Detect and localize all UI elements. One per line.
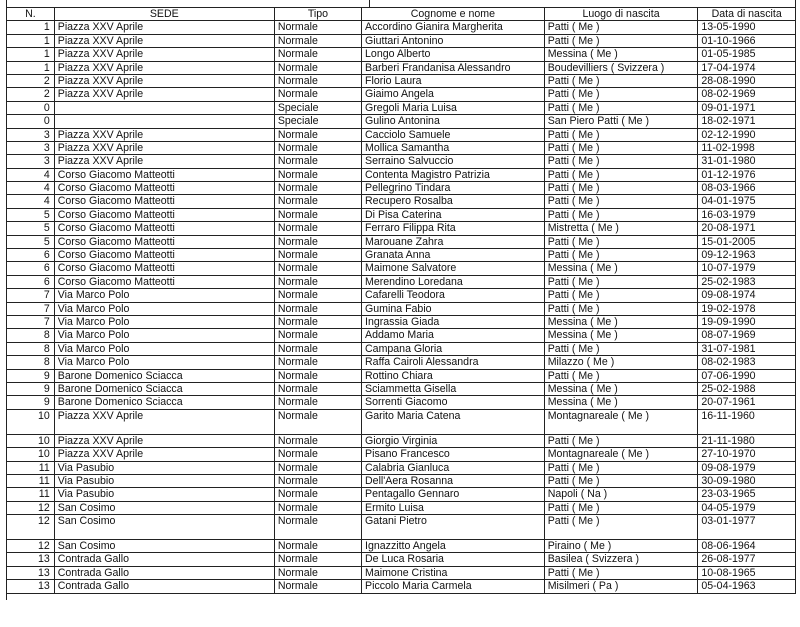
cell-cognome-nome: Rottino Chiara bbox=[362, 369, 545, 382]
cell-cognome-nome: Ignazzitto Angela bbox=[362, 540, 545, 553]
cell-cognome-nome: Pisano Francesco bbox=[362, 448, 545, 461]
cell-cognome-nome: Di Pisa Caterina bbox=[362, 208, 545, 221]
cell-sede: Contrada Gallo bbox=[54, 566, 274, 579]
cell-tipo: Normale bbox=[274, 262, 361, 275]
cell-n: 0 bbox=[7, 101, 55, 114]
cell-sede: Piazza XXV Aprile bbox=[54, 61, 274, 74]
cell-luogo-nascita: Messina ( Me ) bbox=[544, 396, 698, 409]
header-data-nascita: Data di nascita bbox=[698, 8, 796, 21]
cell-sede: Barone Domenico Sciacca bbox=[54, 369, 274, 382]
cell-tipo: Normale bbox=[274, 61, 361, 74]
cell-luogo-nascita: Patti ( Me ) bbox=[544, 155, 698, 168]
cell-tipo: Normale bbox=[274, 275, 361, 288]
table-row bbox=[7, 515, 796, 540]
cell-tipo: Normale bbox=[274, 396, 361, 409]
cell-data-nascita: 08-07-1969 bbox=[698, 329, 796, 342]
cell-data-nascita: 20-08-1971 bbox=[698, 222, 796, 235]
cell-n: 10 bbox=[7, 409, 55, 434]
cell-luogo-nascita: Patti ( Me ) bbox=[544, 515, 698, 540]
table-row bbox=[7, 155, 796, 168]
table-body bbox=[7, 21, 796, 593]
cell-tipo: Normale bbox=[274, 580, 361, 593]
cell-n: 6 bbox=[7, 262, 55, 275]
cell-n: 12 bbox=[7, 515, 55, 540]
cell-n: 3 bbox=[7, 155, 55, 168]
cell-n: 3 bbox=[7, 128, 55, 141]
cell-luogo-nascita: Patti ( Me ) bbox=[544, 474, 698, 487]
cell-data-nascita: 09-08-1979 bbox=[698, 461, 796, 474]
table-row bbox=[7, 329, 796, 342]
cell-luogo-nascita: Patti ( Me ) bbox=[544, 289, 698, 302]
cell-data-nascita: 19-02-1978 bbox=[698, 302, 796, 315]
cell-tipo: Normale bbox=[274, 540, 361, 553]
cell-tipo: Normale bbox=[274, 461, 361, 474]
cell-data-nascita: 10-07-1979 bbox=[698, 262, 796, 275]
cell-data-nascita: 15-01-2005 bbox=[698, 235, 796, 248]
cell-n: 2 bbox=[7, 74, 55, 87]
table-row bbox=[7, 409, 796, 434]
cell-n: 11 bbox=[7, 474, 55, 487]
table-row bbox=[7, 88, 796, 101]
cell-sede: Via Marco Polo bbox=[54, 302, 274, 315]
cell-sede: Piazza XXV Aprile bbox=[54, 155, 274, 168]
cell-luogo-nascita: Patti ( Me ) bbox=[544, 434, 698, 447]
cell-cognome-nome: Calabria Gianluca bbox=[362, 461, 545, 474]
cell-tipo: Normale bbox=[274, 382, 361, 395]
cell-luogo-nascita: Napoli ( Na ) bbox=[544, 488, 698, 501]
cell-sede: Piazza XXV Aprile bbox=[54, 48, 274, 61]
cell-tipo: Normale bbox=[274, 141, 361, 154]
cell-data-nascita: 31-07-1981 bbox=[698, 342, 796, 355]
cell-sede: Corso Giacomo Matteotti bbox=[54, 195, 274, 208]
table-row bbox=[7, 382, 796, 395]
table-row bbox=[7, 566, 796, 579]
cell-tipo: Normale bbox=[274, 329, 361, 342]
cell-cognome-nome: Cafarelli Teodora bbox=[362, 289, 545, 302]
cell-sede: Piazza XXV Aprile bbox=[54, 141, 274, 154]
cell-luogo-nascita: Messina ( Me ) bbox=[544, 315, 698, 328]
table-row bbox=[7, 34, 796, 47]
bottom-border-strip bbox=[6, 594, 796, 600]
cell-luogo-nascita: Patti ( Me ) bbox=[544, 88, 698, 101]
cell-tipo: Normale bbox=[274, 182, 361, 195]
cell-luogo-nascita: Patti ( Me ) bbox=[544, 141, 698, 154]
cell-n: 5 bbox=[7, 222, 55, 235]
cell-cognome-nome: Gatani Pietro bbox=[362, 515, 545, 540]
table-row bbox=[7, 128, 796, 141]
cell-tipo: Normale bbox=[274, 553, 361, 566]
table-row bbox=[7, 501, 796, 514]
cell-luogo-nascita: Patti ( Me ) bbox=[544, 21, 698, 34]
cell-tipo: Normale bbox=[274, 48, 361, 61]
cell-tipo: Normale bbox=[274, 315, 361, 328]
cell-tipo: Normale bbox=[274, 434, 361, 447]
cell-n: 9 bbox=[7, 396, 55, 409]
cell-cognome-nome: Gulino Antonina bbox=[362, 115, 545, 128]
cell-cognome-nome: Pentagallo Gennaro bbox=[362, 488, 545, 501]
table-row bbox=[7, 222, 796, 235]
cell-n: 12 bbox=[7, 501, 55, 514]
cell-data-nascita: 07-06-1990 bbox=[698, 369, 796, 382]
cell-cognome-nome: Giaimo Angela bbox=[362, 88, 545, 101]
cell-cognome-nome: Ermito Luisa bbox=[362, 501, 545, 514]
cell-n: 11 bbox=[7, 488, 55, 501]
cell-n: 9 bbox=[7, 382, 55, 395]
cell-tipo: Normale bbox=[274, 128, 361, 141]
cell-data-nascita: 17-04-1974 bbox=[698, 61, 796, 74]
cell-cognome-nome: Gumina Fabio bbox=[362, 302, 545, 315]
cell-tipo: Normale bbox=[274, 369, 361, 382]
table-row bbox=[7, 168, 796, 181]
cell-n: 8 bbox=[7, 356, 55, 369]
cell-n: 7 bbox=[7, 289, 55, 302]
cell-data-nascita: 11-02-1998 bbox=[698, 141, 796, 154]
cell-sede: Corso Giacomo Matteotti bbox=[54, 249, 274, 262]
cell-tipo: Normale bbox=[274, 168, 361, 181]
cell-luogo-nascita: Messina ( Me ) bbox=[544, 48, 698, 61]
cell-data-nascita: 04-05-1979 bbox=[698, 501, 796, 514]
cell-sede: San Cosimo bbox=[54, 515, 274, 540]
cell-cognome-nome: Merendino Loredana bbox=[362, 275, 545, 288]
cell-sede: Contrada Gallo bbox=[54, 553, 274, 566]
cell-cognome-nome: Accordino Gianira Margherita bbox=[362, 21, 545, 34]
cell-sede: Piazza XXV Aprile bbox=[54, 128, 274, 141]
cell-sede: Corso Giacomo Matteotti bbox=[54, 168, 274, 181]
cell-tipo: Normale bbox=[274, 566, 361, 579]
cell-n: 10 bbox=[7, 434, 55, 447]
cell-luogo-nascita: Misilmeri ( Pa ) bbox=[544, 580, 698, 593]
header-sede: SEDE bbox=[54, 8, 274, 21]
cell-luogo-nascita: Montagnareale ( Me ) bbox=[544, 409, 698, 434]
cell-sede: Corso Giacomo Matteotti bbox=[54, 182, 274, 195]
cell-tipo: Normale bbox=[274, 222, 361, 235]
table-row bbox=[7, 580, 796, 593]
table-row bbox=[7, 396, 796, 409]
cell-cognome-nome: Cacciolo Samuele bbox=[362, 128, 545, 141]
cell-sede: San Cosimo bbox=[54, 540, 274, 553]
cell-data-nascita: 04-01-1975 bbox=[698, 195, 796, 208]
cell-luogo-nascita: Patti ( Me ) bbox=[544, 168, 698, 181]
cell-n: 9 bbox=[7, 369, 55, 382]
cell-luogo-nascita: San Piero Patti ( Me ) bbox=[544, 115, 698, 128]
cell-n: 13 bbox=[7, 580, 55, 593]
cell-n: 12 bbox=[7, 540, 55, 553]
header-n: N. bbox=[7, 8, 55, 21]
cell-sede bbox=[54, 101, 274, 114]
cell-sede: Via Pasubio bbox=[54, 461, 274, 474]
cell-luogo-nascita: Patti ( Me ) bbox=[544, 235, 698, 248]
table-row bbox=[7, 262, 796, 275]
cell-tipo: Normale bbox=[274, 34, 361, 47]
cell-luogo-nascita: Patti ( Me ) bbox=[544, 74, 698, 87]
cell-data-nascita: 16-11-1960 bbox=[698, 409, 796, 434]
table-row bbox=[7, 289, 796, 302]
cell-n: 2 bbox=[7, 88, 55, 101]
cell-data-nascita: 09-12-1963 bbox=[698, 249, 796, 262]
table-row bbox=[7, 101, 796, 114]
cell-n: 10 bbox=[7, 448, 55, 461]
cell-luogo-nascita: Basilea ( Svizzera ) bbox=[544, 553, 698, 566]
table-row bbox=[7, 21, 796, 34]
cell-luogo-nascita: Patti ( Me ) bbox=[544, 369, 698, 382]
cell-luogo-nascita: Messina ( Me ) bbox=[544, 262, 698, 275]
cell-sede: Corso Giacomo Matteotti bbox=[54, 235, 274, 248]
cell-sede: Piazza XXV Aprile bbox=[54, 409, 274, 434]
cell-n: 5 bbox=[7, 208, 55, 221]
cell-tipo: Normale bbox=[274, 74, 361, 87]
cell-n: 4 bbox=[7, 182, 55, 195]
cell-data-nascita: 21-11-1980 bbox=[698, 434, 796, 447]
cell-luogo-nascita: Patti ( Me ) bbox=[544, 566, 698, 579]
table-row bbox=[7, 195, 796, 208]
table-row bbox=[7, 315, 796, 328]
cell-sede: Piazza XXV Aprile bbox=[54, 434, 274, 447]
cell-data-nascita: 25-02-1988 bbox=[698, 382, 796, 395]
table-row bbox=[7, 235, 796, 248]
cell-cognome-nome: Sciammetta Gisella bbox=[362, 382, 545, 395]
cell-luogo-nascita: Patti ( Me ) bbox=[544, 342, 698, 355]
cell-n: 1 bbox=[7, 48, 55, 61]
cell-luogo-nascita: Patti ( Me ) bbox=[544, 34, 698, 47]
cell-tipo: Normale bbox=[274, 249, 361, 262]
assignment-sheet bbox=[6, 0, 796, 600]
cell-n: 13 bbox=[7, 553, 55, 566]
cell-luogo-nascita: Patti ( Me ) bbox=[544, 195, 698, 208]
cell-luogo-nascita: Milazzo ( Me ) bbox=[544, 356, 698, 369]
table-row bbox=[7, 553, 796, 566]
table-row bbox=[7, 356, 796, 369]
table-row bbox=[7, 115, 796, 128]
cell-tipo: Normale bbox=[274, 409, 361, 434]
cell-tipo: Normale bbox=[274, 155, 361, 168]
cell-n: 3 bbox=[7, 141, 55, 154]
cell-n: 8 bbox=[7, 342, 55, 355]
cell-sede: Corso Giacomo Matteotti bbox=[54, 208, 274, 221]
cell-tipo: Normale bbox=[274, 208, 361, 221]
cell-n: 13 bbox=[7, 566, 55, 579]
cell-luogo-nascita: Boudevilliers ( Svizzera ) bbox=[544, 61, 698, 74]
cell-sede: Via Pasubio bbox=[54, 474, 274, 487]
cell-n: 1 bbox=[7, 61, 55, 74]
cell-tipo: Speciale bbox=[274, 101, 361, 114]
cell-luogo-nascita: Patti ( Me ) bbox=[544, 128, 698, 141]
cell-luogo-nascita: Patti ( Me ) bbox=[544, 182, 698, 195]
cell-luogo-nascita: Messina ( Me ) bbox=[544, 329, 698, 342]
cell-luogo-nascita: Patti ( Me ) bbox=[544, 101, 698, 114]
cell-tipo: Normale bbox=[274, 235, 361, 248]
cell-n: 1 bbox=[7, 21, 55, 34]
cell-data-nascita: 02-12-1990 bbox=[698, 128, 796, 141]
cell-data-nascita: 10-08-1965 bbox=[698, 566, 796, 579]
cell-cognome-nome: Ingrassia Giada bbox=[362, 315, 545, 328]
cell-data-nascita: 01-10-1966 bbox=[698, 34, 796, 47]
cell-cognome-nome: Maimone Salvatore bbox=[362, 262, 545, 275]
cell-cognome-nome: Mollica Samantha bbox=[362, 141, 545, 154]
cell-sede: Via Marco Polo bbox=[54, 329, 274, 342]
cell-cognome-nome: De Luca Rosaria bbox=[362, 553, 545, 566]
cell-sede: Corso Giacomo Matteotti bbox=[54, 222, 274, 235]
table-row bbox=[7, 48, 796, 61]
cell-cognome-nome: Ferraro Filippa Rita bbox=[362, 222, 545, 235]
table-row bbox=[7, 342, 796, 355]
cell-tipo: Speciale bbox=[274, 115, 361, 128]
cell-cognome-nome: Raffa Cairoli Alessandra bbox=[362, 356, 545, 369]
cell-cognome-nome: Campana Gloria bbox=[362, 342, 545, 355]
cell-cognome-nome: Garito Maria Catena bbox=[362, 409, 545, 434]
cell-sede: Via Marco Polo bbox=[54, 356, 274, 369]
table-row bbox=[7, 249, 796, 262]
cell-tipo: Normale bbox=[274, 195, 361, 208]
cell-cognome-nome: Piccolo Maria Carmela bbox=[362, 580, 545, 593]
cell-luogo-nascita: Messina ( Me ) bbox=[544, 382, 698, 395]
cell-luogo-nascita: Patti ( Me ) bbox=[544, 208, 698, 221]
cell-cognome-nome: Marouane Zahra bbox=[362, 235, 545, 248]
cell-luogo-nascita: Mistretta ( Me ) bbox=[544, 222, 698, 235]
cell-data-nascita: 23-03-1965 bbox=[698, 488, 796, 501]
cell-cognome-nome: Granata Anna bbox=[362, 249, 545, 262]
cell-sede: Via Marco Polo bbox=[54, 315, 274, 328]
cell-data-nascita: 19-09-1990 bbox=[698, 315, 796, 328]
cell-data-nascita: 30-09-1980 bbox=[698, 474, 796, 487]
table-row bbox=[7, 434, 796, 447]
cell-sede: Via Marco Polo bbox=[54, 342, 274, 355]
cell-n: 1 bbox=[7, 34, 55, 47]
cell-tipo: Normale bbox=[274, 488, 361, 501]
cell-sede: Piazza XXV Aprile bbox=[54, 74, 274, 87]
personnel-table bbox=[6, 7, 796, 594]
header-row bbox=[7, 8, 796, 21]
cell-data-nascita: 16-03-1979 bbox=[698, 208, 796, 221]
table-row bbox=[7, 461, 796, 474]
table-row bbox=[7, 474, 796, 487]
cell-cognome-nome: Barberi Frandanisa Alessandro bbox=[362, 61, 545, 74]
cell-data-nascita: 27-10-1970 bbox=[698, 448, 796, 461]
cell-data-nascita: 08-02-1969 bbox=[698, 88, 796, 101]
table-row bbox=[7, 488, 796, 501]
cell-data-nascita: 13-05-1990 bbox=[698, 21, 796, 34]
table-row bbox=[7, 369, 796, 382]
cell-n: 6 bbox=[7, 275, 55, 288]
cell-sede bbox=[54, 115, 274, 128]
cell-luogo-nascita: Patti ( Me ) bbox=[544, 302, 698, 315]
table-row bbox=[7, 74, 796, 87]
cell-cognome-nome: Addamo Maria bbox=[362, 329, 545, 342]
cell-sede: Piazza XXV Aprile bbox=[54, 34, 274, 47]
cell-n: 5 bbox=[7, 235, 55, 248]
cell-n: 4 bbox=[7, 195, 55, 208]
cell-sede: Via Pasubio bbox=[54, 488, 274, 501]
cell-sede: Contrada Gallo bbox=[54, 580, 274, 593]
cell-data-nascita: 03-01-1977 bbox=[698, 515, 796, 540]
cell-data-nascita: 20-07-1961 bbox=[698, 396, 796, 409]
header-cognome-nome: Cognome e nome bbox=[362, 8, 545, 21]
cell-cognome-nome: Longo Alberto bbox=[362, 48, 545, 61]
cell-n: 7 bbox=[7, 302, 55, 315]
cell-n: 4 bbox=[7, 168, 55, 181]
top-border-strip bbox=[6, 0, 796, 7]
table-row bbox=[7, 275, 796, 288]
table-row bbox=[7, 448, 796, 461]
cell-luogo-nascita: Patti ( Me ) bbox=[544, 461, 698, 474]
cell-tipo: Normale bbox=[274, 88, 361, 101]
cell-sede: San Cosimo bbox=[54, 501, 274, 514]
cell-cognome-nome: Recupero Rosalba bbox=[362, 195, 545, 208]
cell-tipo: Normale bbox=[274, 302, 361, 315]
cell-luogo-nascita: Montagnareale ( Me ) bbox=[544, 448, 698, 461]
cell-data-nascita: 31-01-1980 bbox=[698, 155, 796, 168]
cell-n: 8 bbox=[7, 329, 55, 342]
cell-tipo: Normale bbox=[274, 474, 361, 487]
cell-cognome-nome: Giuttari Antonino bbox=[362, 34, 545, 47]
cell-sede: Piazza XXV Aprile bbox=[54, 21, 274, 34]
cell-luogo-nascita: Patti ( Me ) bbox=[544, 501, 698, 514]
table-row bbox=[7, 540, 796, 553]
header-tipo: Tipo bbox=[274, 8, 361, 21]
cell-tipo: Normale bbox=[274, 448, 361, 461]
cell-cognome-nome: Dell'Aera Rosanna bbox=[362, 474, 545, 487]
cell-data-nascita: 01-05-1985 bbox=[698, 48, 796, 61]
cell-data-nascita: 18-02-1971 bbox=[698, 115, 796, 128]
table-row bbox=[7, 141, 796, 154]
cell-data-nascita: 09-01-1971 bbox=[698, 101, 796, 114]
cell-tipo: Normale bbox=[274, 515, 361, 540]
table-row bbox=[7, 182, 796, 195]
cell-tipo: Normale bbox=[274, 289, 361, 302]
cell-cognome-nome: Serraino Salvuccio bbox=[362, 155, 545, 168]
cell-cognome-nome: Sorrenti Giacomo bbox=[362, 396, 545, 409]
cell-cognome-nome: Contenta Magistro Patrizia bbox=[362, 168, 545, 181]
cell-sede: Via Marco Polo bbox=[54, 289, 274, 302]
cell-data-nascita: 08-03-1966 bbox=[698, 182, 796, 195]
cell-data-nascita: 09-08-1974 bbox=[698, 289, 796, 302]
cell-cognome-nome: Florio Laura bbox=[362, 74, 545, 87]
cell-data-nascita: 08-02-1983 bbox=[698, 356, 796, 369]
cell-sede: Piazza XXV Aprile bbox=[54, 448, 274, 461]
cell-luogo-nascita: Piraino ( Me ) bbox=[544, 540, 698, 553]
table-row bbox=[7, 302, 796, 315]
cell-cognome-nome: Maimone Cristina bbox=[362, 566, 545, 579]
cell-data-nascita: 08-06-1964 bbox=[698, 540, 796, 553]
cell-luogo-nascita: Patti ( Me ) bbox=[544, 249, 698, 262]
cell-data-nascita: 26-08-1977 bbox=[698, 553, 796, 566]
cell-tipo: Normale bbox=[274, 342, 361, 355]
cell-data-nascita: 05-04-1963 bbox=[698, 580, 796, 593]
header-luogo-nascita: Luogo di nascita bbox=[544, 8, 698, 21]
cell-data-nascita: 01-12-1976 bbox=[698, 168, 796, 181]
cell-sede: Corso Giacomo Matteotti bbox=[54, 262, 274, 275]
cell-tipo: Normale bbox=[274, 356, 361, 369]
cell-tipo: Normale bbox=[274, 501, 361, 514]
cell-luogo-nascita: Patti ( Me ) bbox=[544, 275, 698, 288]
table-row bbox=[7, 208, 796, 221]
cell-n: 7 bbox=[7, 315, 55, 328]
cell-sede: Corso Giacomo Matteotti bbox=[54, 275, 274, 288]
table-row bbox=[7, 61, 796, 74]
cell-sede: Piazza XXV Aprile bbox=[54, 88, 274, 101]
cell-data-nascita: 25-02-1983 bbox=[698, 275, 796, 288]
cell-sede: Barone Domenico Sciacca bbox=[54, 382, 274, 395]
cell-data-nascita: 28-08-1990 bbox=[698, 74, 796, 87]
cell-n: 11 bbox=[7, 461, 55, 474]
cell-sede: Barone Domenico Sciacca bbox=[54, 396, 274, 409]
cell-cognome-nome: Giorgio Virginia bbox=[362, 434, 545, 447]
cell-n: 6 bbox=[7, 249, 55, 262]
cell-cognome-nome: Pellegrino Tindara bbox=[362, 182, 545, 195]
cell-n: 0 bbox=[7, 115, 55, 128]
cell-cognome-nome: Gregoli Maria Luisa bbox=[362, 101, 545, 114]
cell-tipo: Normale bbox=[274, 21, 361, 34]
